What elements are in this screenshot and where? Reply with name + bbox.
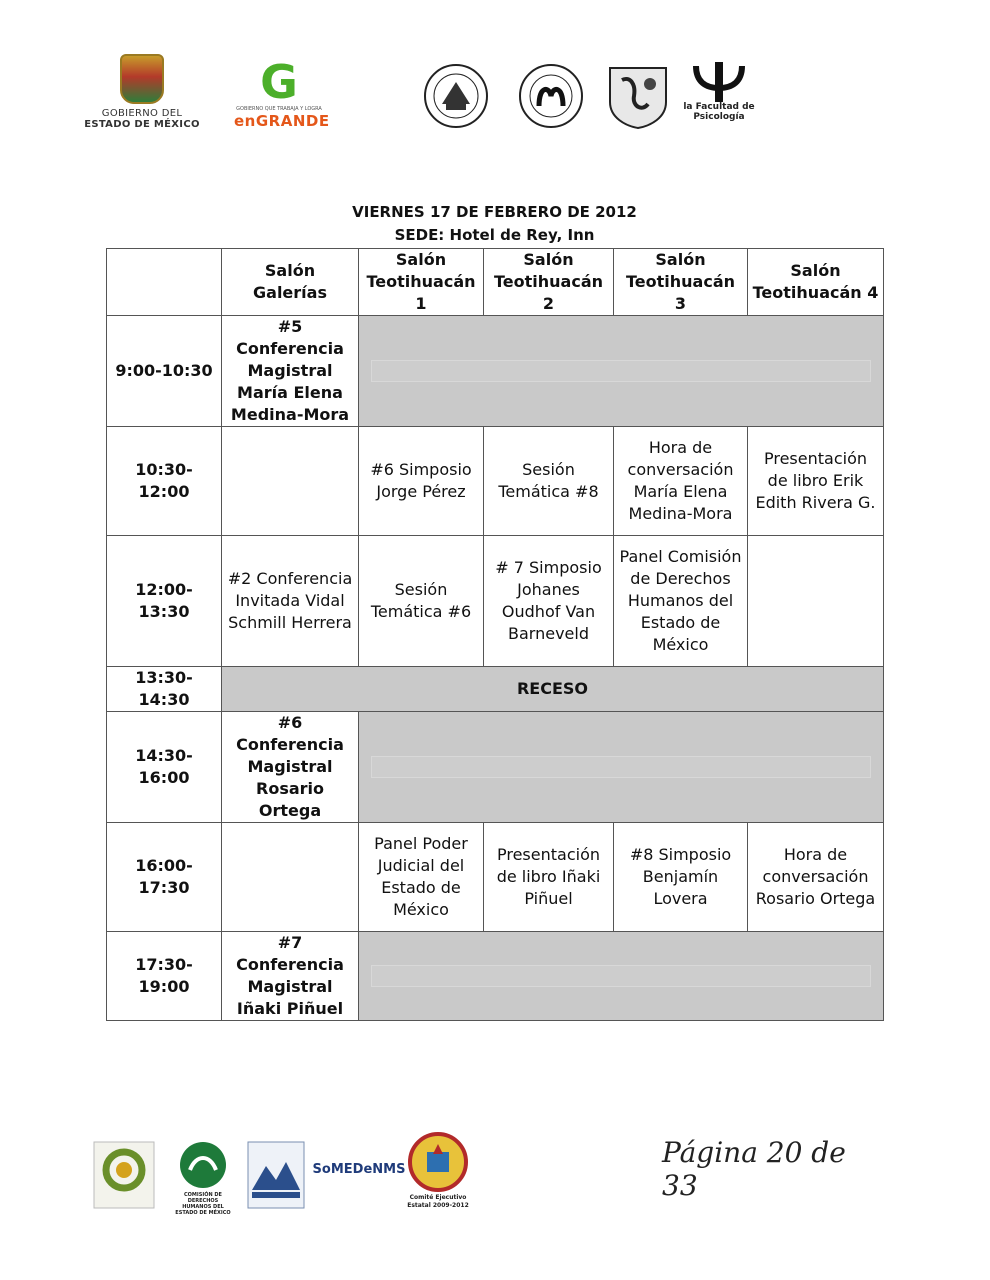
teotihuacan-1-cell: Panel Poder Judicial del Estado de México <box>359 823 484 932</box>
teotihuacan-1-cell: Sesión Temática #6 <box>359 536 484 667</box>
header-cell-teotihuacan-2: Salón Teotihuacán 2 <box>484 249 614 316</box>
teotihuacan-2-cell: Sesión Temática #8 <box>484 427 614 536</box>
shaded-cell <box>359 712 884 823</box>
galerias-cell: #5 Conferencia Magistral María Elena Medina-Mora <box>222 316 359 427</box>
comite-ejecutivo-logo <box>407 1132 469 1218</box>
teotihuacan-3-cell: Panel Comisión de Derechos Humanos del Estado de México <box>614 536 748 667</box>
teotihuacan-3-cell: #8 Simposio Benjamín Lovera <box>614 823 748 932</box>
edomex-logo-line2: ESTADO DE MÉXICO <box>84 119 200 130</box>
table-row <box>107 932 884 1021</box>
teotihuacan-3-cell: Hora de conversación María Elena Medina-Mora <box>614 427 748 536</box>
schedule-table <box>106 248 884 1021</box>
unam-shield-icon <box>602 62 674 130</box>
galerias-cell: #2 Conferencia Invitada Vidal Schmill Herrera <box>222 536 359 667</box>
teotihuacan-4-cell: Presentación de libro Erik Edith Rivera G. <box>748 427 884 536</box>
table-row <box>107 316 884 427</box>
time-cell: 12:00-13:30 <box>107 536 222 667</box>
comite-emblem-icon <box>407 1132 469 1192</box>
estados-unidos-mexicanos-seal-icon <box>420 62 492 130</box>
mountains-logo-icon <box>246 1140 306 1210</box>
time-cell: 17:30-19:00 <box>107 932 222 1021</box>
table-row <box>107 823 884 932</box>
table-row <box>107 427 884 536</box>
table-row <box>107 667 884 712</box>
time-cell: 9:00-10:30 <box>107 316 222 427</box>
receso-cell: RECESO <box>222 667 884 712</box>
somedenms-logo <box>312 1140 406 1210</box>
comision-derechos-humanos-logo <box>174 1140 232 1216</box>
engrande-wordmark: enGRANDE <box>234 112 330 130</box>
g-letter-icon: G <box>260 55 298 109</box>
schedule-venue: SEDE: Hotel de Rey, Inn <box>394 226 595 244</box>
header-row <box>107 249 884 316</box>
psicologia-label: la Facultad de Psicología <box>683 102 755 122</box>
shaded-band <box>371 360 871 382</box>
teotihuacan-2-cell: Presentación de libro Iñaki Piñuel <box>484 823 614 932</box>
galerias-cell: #6 Conferencia Magistral Rosario Ortega <box>222 712 359 823</box>
engrande-logo <box>234 55 330 130</box>
shaded-cell <box>359 932 884 1021</box>
facultad-ciencias-conducta-seal-icon <box>515 62 587 130</box>
somedenms-wordmark: SoMEDeNMS <box>312 1162 406 1177</box>
header-cell-time <box>107 249 222 316</box>
time-cell: 14:30-16:00 <box>107 712 222 823</box>
edomex-logo-line1: GOBIERNO DEL <box>101 108 183 119</box>
engrande-tagline: GOBIERNO QUE TRABAJA Y LOGRA <box>236 106 322 112</box>
table-row <box>107 712 884 823</box>
time-cell: 10:30-12:00 <box>107 427 222 536</box>
cdh-label: COMISIÓN DE DERECHOS HUMANOS DEL ESTADO DE MÉXICO <box>175 1192 231 1216</box>
header-cell-teotihuacan-1: Salón Teotihuacán 1 <box>359 249 484 316</box>
schedule-title <box>106 201 883 247</box>
galerias-cell <box>222 427 359 536</box>
table-row <box>107 536 884 667</box>
teotihuacan-4-cell <box>748 536 884 667</box>
header-logos <box>0 0 990 150</box>
galerias-cell: #7 Conferencia Magistral Iñaki Piñuel <box>222 932 359 1021</box>
comite-label: Comité Ejecutivo Estatal 2009-2012 <box>407 1194 469 1209</box>
time-cell: 13:30-14:30 <box>107 667 222 712</box>
shaded-band <box>371 756 871 778</box>
tribunal-logo-icon <box>92 1140 156 1210</box>
header-cell-teotihuacan-3: Salón Teotihuacán 3 <box>614 249 748 316</box>
gobierno-estado-mexico-logo <box>84 54 200 130</box>
psi-letter-icon <box>682 62 756 102</box>
time-cell: 16:00-17:30 <box>107 823 222 932</box>
header-cell-teotihuacan-4: Salón Teotihuacán 4 <box>748 249 884 316</box>
teotihuacan-1-cell: #6 Simposio Jorge Pérez <box>359 427 484 536</box>
shaded-cell <box>359 316 884 427</box>
teotihuacan-2-cell: # 7 Simposio Johanes Oudhof Van Barneveld <box>484 536 614 667</box>
header-cell-galerias: Salón Galerías <box>222 249 359 316</box>
shaded-band <box>371 965 871 987</box>
state-crest-icon <box>120 54 164 104</box>
cdh-emblem-icon <box>174 1140 232 1190</box>
page-number: Página 20 de 33 <box>662 1136 846 1202</box>
schedule-date: VIERNES 17 DE FEBRERO DE 2012 <box>352 203 637 221</box>
teotihuacan-4-cell: Hora de conversación Rosario Ortega <box>748 823 884 932</box>
facultad-psicologia-logo <box>682 62 756 130</box>
galerias-cell <box>222 823 359 932</box>
